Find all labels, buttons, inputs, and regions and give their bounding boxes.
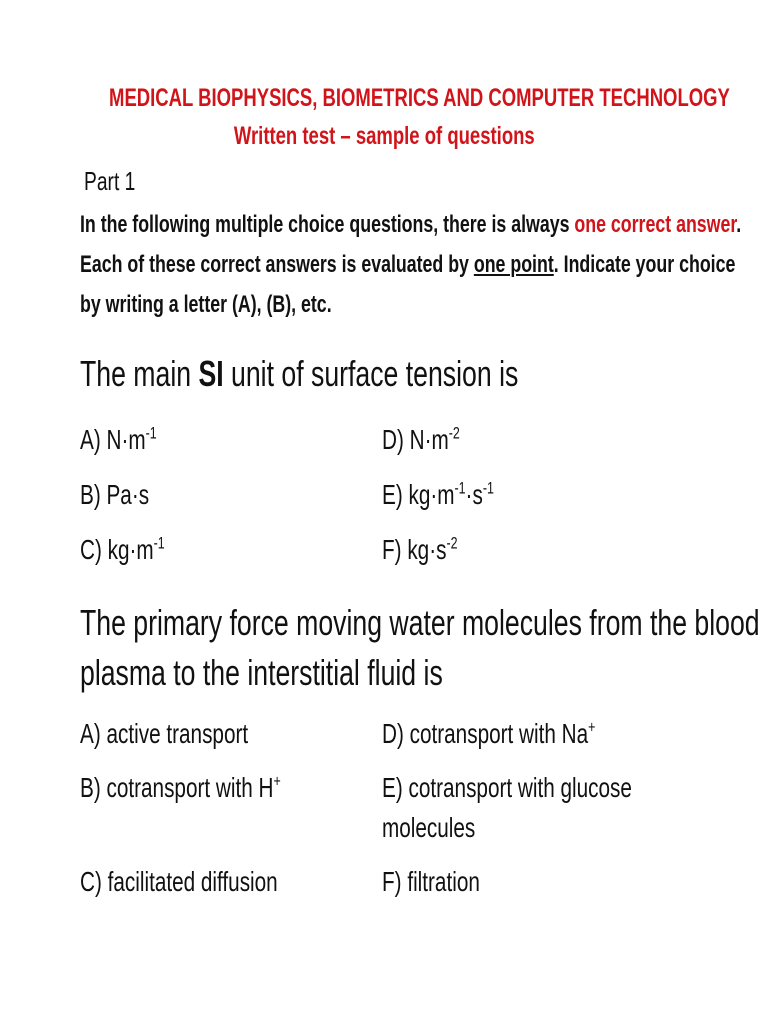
q2-option-a: A) active transport	[80, 718, 249, 749]
q1-option-a: A) $N\cdot m^{-1}$	[80, 423, 157, 455]
instructions-line-1: In the following multiple choice questions, there is always one correct answer.	[80, 211, 742, 238]
q2-option-b: B) cotransport with H+	[80, 771, 281, 803]
question-1-text: The main SI unit of surface tension is	[80, 353, 519, 394]
instructions-line-3: by writing a letter (A), (B), etc.	[80, 291, 332, 318]
question-2-text-line-2: plasma to the interstitial fluid is	[80, 652, 443, 693]
q2-option-d: D) cotransport with Na+	[382, 717, 596, 749]
part-label: Part 1	[84, 166, 136, 196]
document-subtitle: Written test – sample of questions	[233, 122, 535, 150]
q1-option-c: C) $kg\cdot m^{-1}$	[80, 533, 165, 565]
q2-option-e-continued: molecules	[382, 812, 476, 843]
q1-option-e: E) $kg\cdot m^{-1}\cdot s^{-1}$	[382, 478, 494, 510]
q1-option-d: D) $N\cdot m^{-2}$	[382, 423, 460, 455]
q2-option-c: C) facilitated diffusion	[80, 866, 278, 897]
underline-one-point: one point	[473, 251, 554, 278]
q1-option-b: B) Pa·s	[80, 479, 150, 510]
document-title: MEDICAL BIOPHYSICS, BIOMETRICS AND COMPUTER TECHNOLOGY	[109, 84, 730, 112]
q2-option-e: E) cotransport with glucose	[382, 772, 632, 803]
q1-option-f: F) $kg\cdot s^{-2}$	[382, 533, 458, 565]
question-2-text-line-1: The primary force moving water molecules from the blood	[80, 602, 760, 643]
q2-option-f: F) filtration	[382, 866, 480, 897]
instructions-line-2: Each of these correct answers is evaluated by one point. Indicate your choice	[80, 251, 736, 278]
highlight-one-correct-answer: one correct answer	[574, 211, 737, 238]
